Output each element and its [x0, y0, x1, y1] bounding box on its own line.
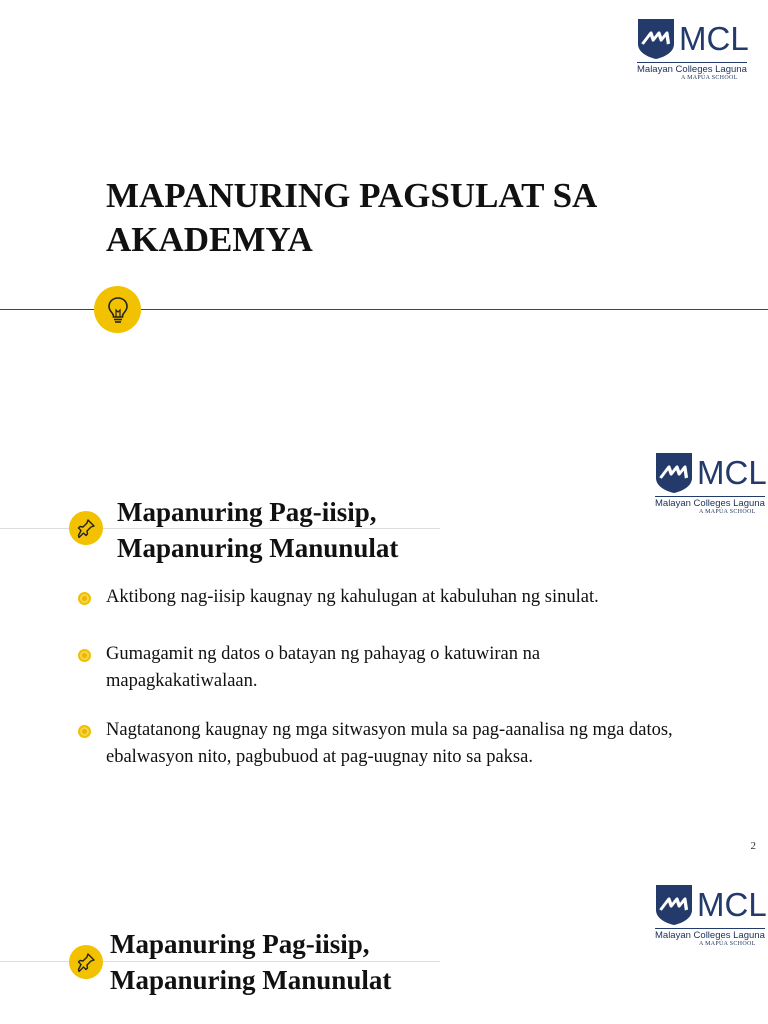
- logo-school-name: Malayan Colleges Laguna: [655, 498, 765, 509]
- list-item: [76, 584, 696, 611]
- list-item: [76, 717, 696, 771]
- logo-divider: [637, 62, 747, 63]
- mcl-shield-icon: [655, 452, 693, 494]
- pushpin-badge: [69, 945, 103, 979]
- logo-divider: [655, 928, 765, 929]
- logo-tagline: A MAPÚA SCHOOL: [699, 509, 756, 515]
- logo-wordmark: MCL: [697, 886, 767, 923]
- bullet-text: Gumagamit ng datos o batayan ng pahayag o katuwiran na mapagkakatiwalaan.: [106, 644, 541, 691]
- lightbulb-icon: [105, 296, 131, 324]
- heading-line-2: Mapanuring Manunulat: [110, 965, 392, 995]
- bullet-icon: [78, 592, 91, 605]
- mcl-logo: [655, 452, 768, 522]
- logo-tagline: A MAPÚA SCHOOL: [699, 941, 756, 947]
- logo-divider: [655, 496, 765, 497]
- logo-school-name: Malayan Colleges Laguna: [637, 64, 747, 75]
- list-item: [76, 641, 696, 695]
- slide-title: MAPANURING PAGSULAT SA AKADEMYA: [106, 176, 596, 259]
- title-slide: [0, 0, 768, 432]
- bullet-icon: [78, 725, 91, 738]
- logo-school-name: Malayan Colleges Laguna: [655, 930, 765, 941]
- lightbulb-badge: [94, 286, 141, 333]
- logo-tagline: A MAPÚA SCHOOL: [681, 75, 738, 81]
- heading-line-1: Mapanuring Pag-iisip,: [117, 497, 377, 527]
- pushpin-icon: [76, 518, 96, 538]
- logo-wordmark: MCL: [679, 20, 749, 57]
- logo-wordmark: MCL: [697, 454, 767, 491]
- heading-line-1: Mapanuring Pag-iisip,: [110, 929, 370, 959]
- bullet-icon: [78, 649, 91, 662]
- content-slide: [0, 432, 768, 864]
- content-slide: [0, 864, 768, 1024]
- page-number: 2: [750, 840, 756, 852]
- mcl-logo: [655, 884, 768, 954]
- mcl-shield-icon: [655, 884, 693, 926]
- bullet-text: Aktibong nag-iisip kaugnay ng kahulugan at kabuluhan ng sinulat.: [106, 587, 599, 607]
- mcl-shield-icon: [637, 18, 675, 60]
- slide-heading: [110, 926, 391, 998]
- bullet-list: [76, 584, 696, 793]
- mcl-logo: [637, 18, 757, 88]
- slide-heading: [117, 494, 398, 566]
- heading-line-2: Mapanuring Manunulat: [117, 533, 399, 563]
- pushpin-badge: [69, 511, 103, 545]
- bullet-text: Nagtatanong kaugnay ng mga sitwasyon mula sa pag-aanalisa ng mga datos, ebalwasyon nito, pagbubuod at pag-uugnay nito sa paksa.: [106, 720, 673, 767]
- pushpin-icon: [76, 952, 96, 972]
